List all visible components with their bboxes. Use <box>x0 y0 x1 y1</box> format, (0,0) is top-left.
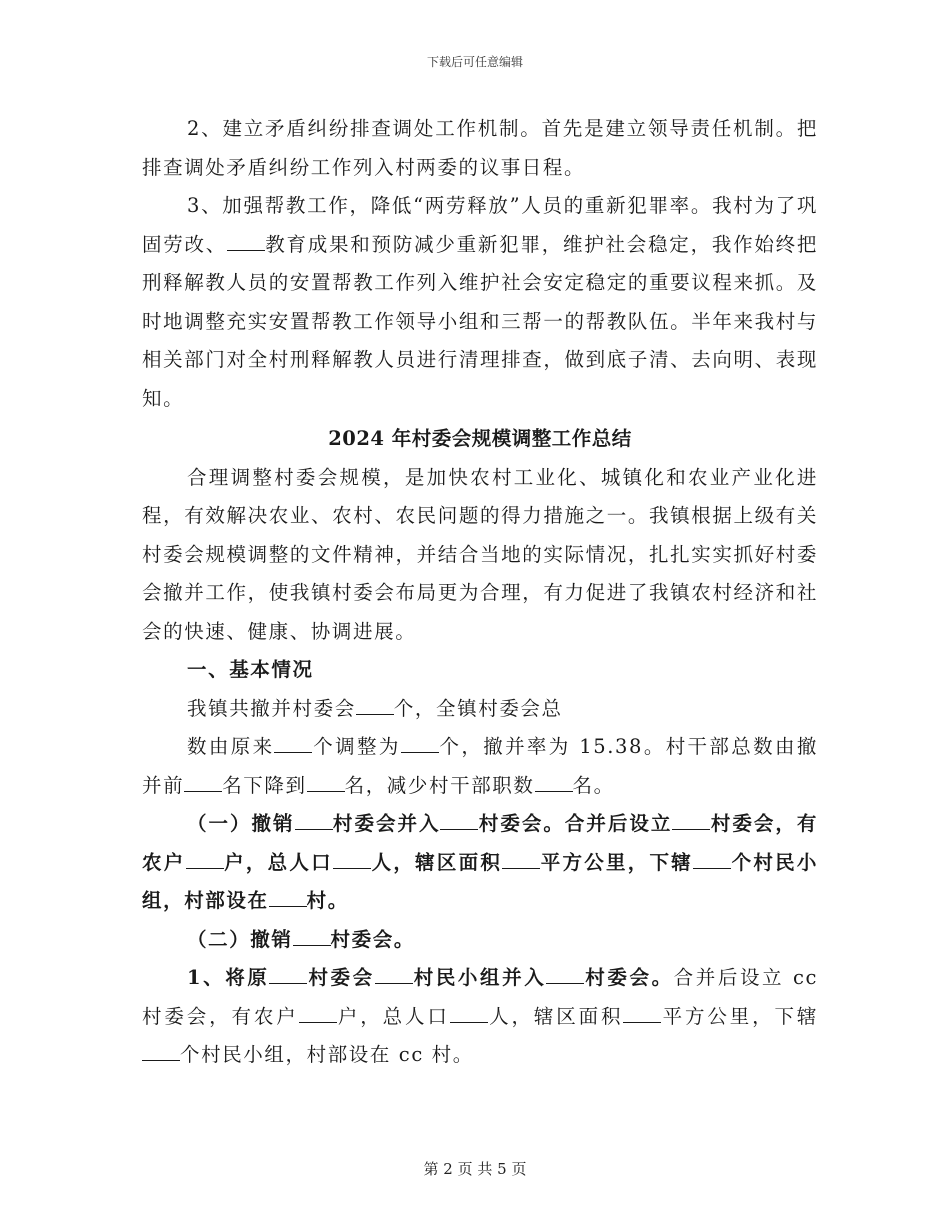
blank-field <box>295 809 333 830</box>
blank-field <box>440 809 478 830</box>
paragraph-intro: 合理调整村委会规模，是加快农村工业化、城镇化和农业产业化进程，有效解决农业、农村、农民问题的得力措施之一。我镇根据上级有关村委会规模调整的文件精神，并结合当地的实际情况，扎扎实实抓好村委会撤并工作，使我镇村委会布局更为合理，有力促进了我镇农村经济和社会的快速、健康、协调进展。 <box>142 465 818 643</box>
paragraph-item-1 <box>142 805 818 921</box>
blank-field <box>672 809 710 830</box>
blank-field <box>356 694 394 715</box>
blank-field <box>546 963 584 984</box>
item2-text-a: （二）撤销 <box>187 927 293 951</box>
item3-text-b: 村委会 <box>307 966 375 989</box>
item3-text-a: 1、将原 <box>187 966 270 989</box>
item3-text-c: 村民小组并入 <box>412 966 547 989</box>
assistance-text-b: 教育成果和预防减少重新犯罪，维护社会稳定，我作始终把刑释解教人员的安置帮教工作列入维护社会安定稳定的重要议程来抓。及时地调整充实安置帮教工作领导小组和三帮一的帮教队伍。半年来我村与相关部门对全村刑释解教人员进行清理排查，做到底子清、去向明、表现知。 <box>142 232 818 410</box>
blank-field <box>450 1002 488 1023</box>
blank-field <box>307 771 345 792</box>
blank-field <box>535 771 573 792</box>
item1-text-i: 村。 <box>306 889 349 912</box>
blank-field <box>227 230 265 251</box>
blank-field <box>269 963 307 984</box>
item1-text-d: 村委会，有农户 <box>142 812 818 874</box>
item2-text-b: 村委会。 <box>330 927 415 951</box>
blank-field <box>693 848 731 869</box>
blank-field <box>375 963 413 984</box>
blank-field <box>299 1002 337 1023</box>
basic2-text-f: 名。 <box>572 773 615 797</box>
blank-field <box>184 771 222 792</box>
page-header: 下载后可任意编辑 <box>426 55 523 69</box>
basic2-text-a: 数由原来 <box>187 735 275 758</box>
blank-field <box>623 1002 661 1023</box>
item3-text-i: 个村民小组，村部设在 cc 村。 <box>180 1043 474 1066</box>
paragraph-item-2 <box>142 921 818 960</box>
paragraph-basic-2 <box>142 728 818 805</box>
blank-field <box>401 732 439 753</box>
item1-text-a: （一）撤销 <box>187 812 295 835</box>
blank-field <box>293 925 331 946</box>
item3-text-g: 人，辖区面积 <box>487 1004 624 1028</box>
item1-text-g: 平方公里，下辖 <box>540 850 693 874</box>
document-title: 2024 年村委会规模调整工作总结 <box>328 427 632 450</box>
item1-text-h: 个村民小组，村部设在 <box>142 850 818 912</box>
blank-field <box>269 886 307 907</box>
assistance-text-a: 3、加强帮教工作，降低“两劳释放”人员的重新犯罪率。我村为了巩固劳改、 <box>142 194 818 256</box>
item3-text-e: 合并后设立 cc 村委会，有农户 <box>142 966 818 1028</box>
blank-field <box>333 848 371 869</box>
basic1-text-b: 个，全镇村委会总 <box>393 696 563 720</box>
basic2-text-e: 名，减少村干部职数 <box>344 773 535 797</box>
paragraph-basic-1 <box>142 690 818 729</box>
item3-text-h: 平方公里，下辖 <box>661 1004 818 1028</box>
page-footer: 第 2 页 共 5 页 <box>423 1160 527 1178</box>
item1-text-b: 村委会并入 <box>332 812 441 835</box>
item1-text-c: 村委会。合并后设立 <box>478 812 673 835</box>
blank-field <box>274 732 312 753</box>
blank-field <box>142 1040 180 1061</box>
basic2-text-b: 个调整为 <box>312 735 401 758</box>
paragraph-assistance-work <box>142 187 818 418</box>
blank-field <box>502 848 540 869</box>
section-heading-basic: 一、基本情况 <box>187 658 314 681</box>
basic2-text-c: 个，撤并率为 15.38。村干部总数由撤并前 <box>142 735 818 797</box>
item3-text-d: 村委会。 <box>584 966 674 989</box>
item1-text-e: 户，总人口 <box>223 850 333 874</box>
item3-text-f: 户，总人口 <box>336 1004 450 1028</box>
blank-field <box>186 848 224 869</box>
basic2-text-d: 名下降到 <box>222 773 307 797</box>
paragraph-item-3 <box>142 959 818 1075</box>
item1-text-f: 人，辖区面积 <box>370 850 503 874</box>
document-body <box>142 110 818 1075</box>
paragraph-dispute-mechanism: 2、建立矛盾纠纷排查调处工作机制。首先是建立领导责任机制。把排查调处矛盾纠纷工作列入村两委的议事日程。 <box>142 117 818 179</box>
basic1-text-a: 我镇共撤并村委会 <box>187 696 356 720</box>
